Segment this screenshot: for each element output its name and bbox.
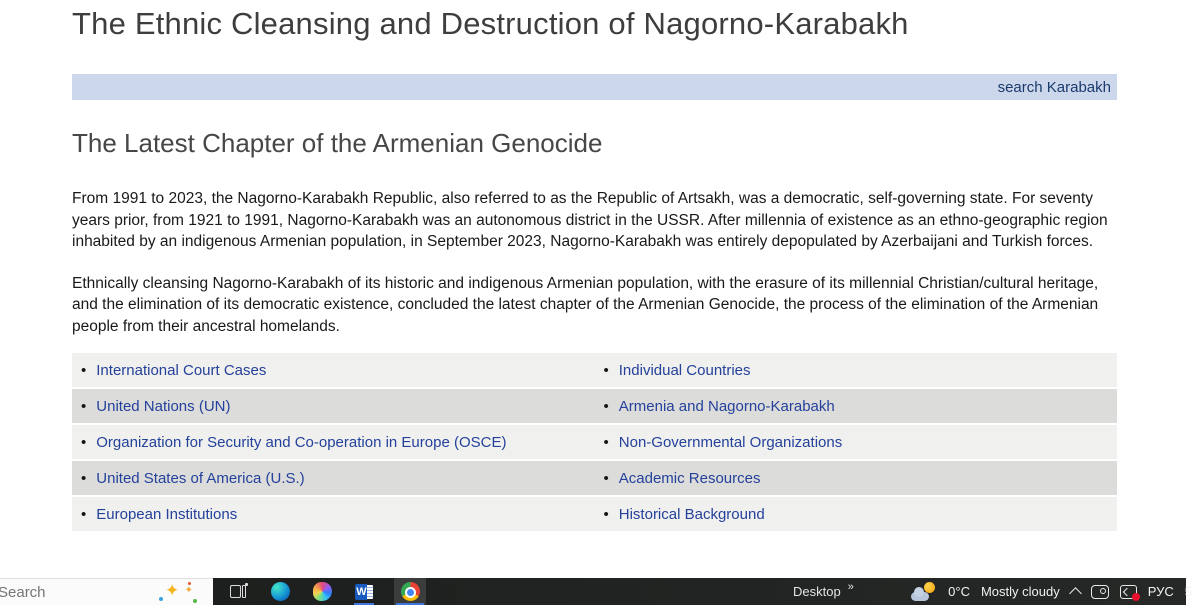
- link-academic-resources[interactable]: • Academic Resources: [618, 469, 761, 487]
- link-individual-countries[interactable]: • Individual Countries: [618, 361, 751, 379]
- edge-icon: [271, 582, 290, 601]
- weather-condition-label[interactable]: Mostly cloudy: [980, 584, 1060, 599]
- page-title: The Ethnic Cleansing and Destruction of Nagorno-Karabakh: [72, 6, 909, 41]
- grid-cell-left: [72, 461, 595, 495]
- link-united-states[interactable]: • United States of America (U.S.): [96, 469, 305, 487]
- link-armenia-nagorno-karabakh[interactable]: • Armenia and Nagorno-Karabakh: [618, 397, 835, 415]
- sparkle-dot: [188, 582, 191, 585]
- copilot-icon: [313, 582, 332, 601]
- system-tray: [911, 578, 1192, 605]
- temperature-label[interactable]: 0°C: [948, 584, 970, 599]
- word-icon: [355, 584, 373, 600]
- grid-cell-right: [595, 425, 1118, 459]
- word-glyph: W: [356, 585, 367, 598]
- chrome-button[interactable]: [394, 578, 426, 605]
- link-international-court-cases[interactable]: • International Court Cases: [96, 361, 267, 379]
- weather-icon[interactable]: [911, 582, 937, 602]
- link-grid-row: [72, 425, 1117, 459]
- desktop-toolbar[interactable]: [793, 578, 853, 605]
- task-view-icon: [230, 584, 247, 599]
- paragraph-intro: From 1991 to 2023, the Nagorno-Karabakh Republic, also referred to as the Republic of Artsakh, was a democratic, self-governing state. For seventy years prior, from 1921 to 1991, Nagorno-Karabakh was an autonomous district in the USSR. After millennia of existence as an ethno-geographic region inhabited by an indigenous Armenian population, in September 2023, Nagorno-Karabakh was entirely depopulated by Azerbaijani and Turkish forces.: [72, 190, 1108, 250]
- link-grid-row: [72, 389, 1117, 423]
- copilot-sparkle-icon[interactable]: [157, 580, 197, 604]
- grid-cell-right: [595, 353, 1118, 387]
- notification-badge: [1132, 593, 1140, 601]
- link-grid-row: [72, 461, 1117, 495]
- link-grid-row: [72, 353, 1117, 387]
- language-indicator[interactable]: РУС: [1147, 584, 1174, 599]
- word-page-shape: [367, 585, 373, 599]
- link-united-nations[interactable]: • United Nations (UN): [96, 397, 231, 415]
- screen-capture-icon[interactable]: [1091, 585, 1109, 599]
- sparkle-star-icon: ✦: [184, 585, 193, 596]
- resource-link-grid: [72, 353, 1117, 531]
- grid-cell-right: [595, 497, 1118, 531]
- link-non-governmental-organizations[interactable]: • Non-Governmental Organizations: [618, 433, 843, 451]
- search-karabakh-link[interactable]: search Karabakh: [997, 78, 1111, 96]
- link-historical-background[interactable]: • Historical Background: [618, 505, 765, 523]
- link-grid-row: [72, 497, 1117, 531]
- clock-fragment[interactable]: 5: [1184, 584, 1192, 599]
- cloud-icon: [911, 592, 929, 601]
- sparkle-dot: [159, 597, 163, 601]
- search-bar[interactable]: [72, 74, 1117, 100]
- desktop-expand-chevron-icon[interactable]: »: [847, 581, 853, 593]
- desktop-label: Desktop: [793, 584, 841, 599]
- grid-cell-left: [72, 497, 595, 531]
- section-heading: The Latest Chapter of the Armenian Genocide: [72, 128, 603, 158]
- sparkle-dot: [193, 599, 197, 603]
- copilot-button[interactable]: [310, 578, 334, 605]
- windows-taskbar: [0, 578, 1192, 605]
- grid-cell-left: [72, 425, 595, 459]
- grid-cell-left: [72, 353, 595, 387]
- task-view-button[interactable]: [226, 578, 250, 605]
- word-button[interactable]: [352, 578, 376, 605]
- grid-cell-left: [72, 389, 595, 423]
- link-european-institutions[interactable]: • European Institutions: [96, 505, 238, 523]
- grid-cell-right: [595, 389, 1118, 423]
- sparkle-star-icon: ✦: [165, 581, 180, 600]
- taskbar-search-box[interactable]: [0, 578, 213, 605]
- taskbar-app-icons: [226, 578, 426, 605]
- search-input[interactable]: [0, 584, 138, 601]
- paragraph-conclusion: Ethnically cleansing Nagorno-Karabakh of its historic and indigenous Armenian population, with the erasure of its millennial Christian/cultural heritage, and the elimination of its democratic existence, concluded the latest chapter of the Armenian Genocide, the process of the elimination of the Armenian people from their ancestral homelands.: [72, 274, 1099, 335]
- grid-cell-right: [595, 461, 1118, 495]
- sun-icon: [924, 582, 935, 593]
- link-osce[interactable]: • Organization for Security and Co-operation in Europe (OSCE): [96, 433, 507, 451]
- hidden-icons-chevron-icon[interactable]: [1069, 587, 1082, 600]
- chrome-icon: [401, 582, 420, 601]
- screen-share-icon[interactable]: [1120, 585, 1137, 599]
- edge-button[interactable]: [268, 578, 292, 605]
